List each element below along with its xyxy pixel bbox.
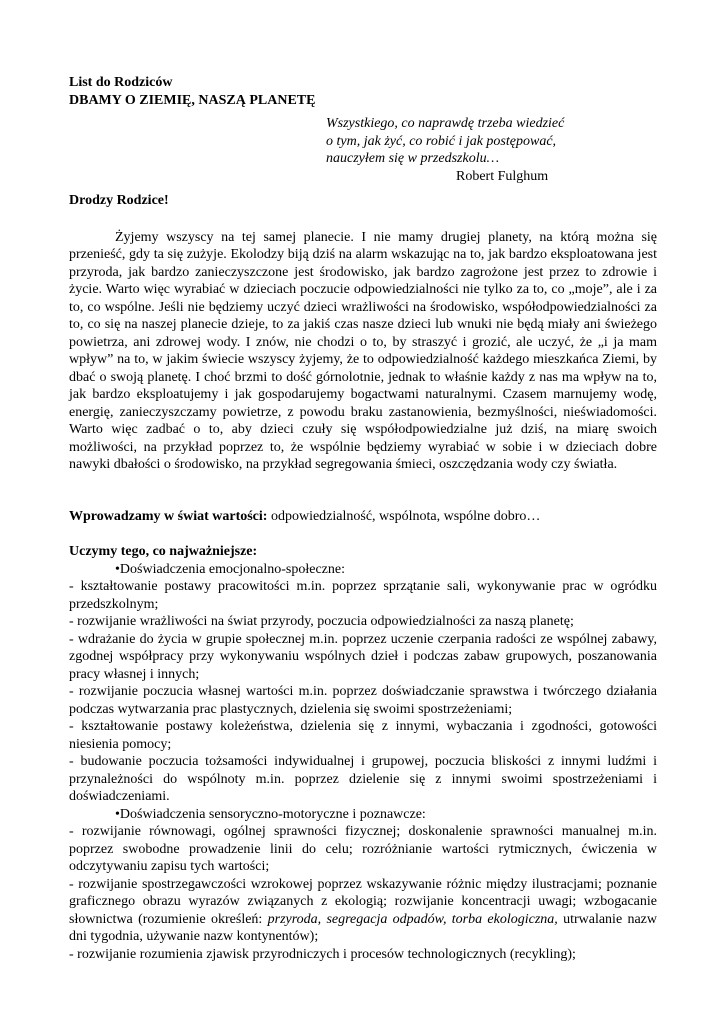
list-item: - kształtowanie postawy koleżeństwa, dzielenia się z innymi, wybaczania i zgodności, gotowości niesienia pomocy; [69,719,657,752]
teaching-section [69,543,657,963]
motto-line-1: Wszystkiego, co naprawdę trzeba wiedzieć [326,116,565,131]
list-item: - budowanie poczucia tożsamości indywidualnej i grupowej, poczucia bliskości z innymi ludźmi i przynależności do wspólnoty m.in. poprzez dzielenie się z innymi swoimi spostrzeżeniami i doświadczeniami. [69,754,657,804]
item-text-start: - rozwijanie spostrzegawczości wzrokowej poprzez wskazywanie różnic między ilustracjami; poznanie graficznego obrazu wyrazów związanych z ekologią; rozwijanie koncentracji uwagi; wzbogacanie słownictwa (rozumienie określeń: [69,876,657,927]
motto-quote [326,115,657,185]
title-line-1: List do Rodziców [69,75,173,90]
letter-title [69,74,657,109]
motto-line-2: o tym, jak żyć, co robić i jak postępować, [326,133,557,149]
title-line-2: DBAMY O ZIEMIĘ, NASZĄ PLANETĘ [69,92,316,108]
list-item: - rozwijanie wrażliwości na świat przyrody, poczucia odpowiedzialności za naszą planetę; [69,614,574,629]
item-text-italic: przyroda, segregacja odpadów, torba ekologiczna, [267,911,558,927]
list-item: - rozwijanie równowagi, ogólnej sprawności fizycznej; doskonalenie sprawności manualnej m.in. poprzez swobodne prowadzenie linii do celu; rozróżnianie wartości rytmicznych, ćwiczenia w odczytywaniu zapisu tych wartości; [69,824,657,874]
list-item: - kształtowanie postawy pracowitości m.in. poprzez sprzątanie sali, wykonywanie prac w ogródku przedszkolnym; [69,579,657,612]
values-label: Wprowadzamy w świat wartości: [69,508,268,524]
motto-author: Robert Fulghum [456,168,549,184]
section-2-title: •Doświadczenia sensoryczno-motoryczne i poznawcze: [115,806,426,822]
list-item: - rozwijanie poczucia własnej wartości m.in. poprzez doświadczanie sprawstwa i twórczego działania podczas wytwarzania prac plastycznych, dzielenia się swoimi spostrzeżeniami; [69,684,657,717]
teaching-heading: Uczymy tego, co najważniejsze: [69,544,258,559]
values-text: odpowiedzialność, wspólnota, wspólne dobro… [267,508,541,524]
list-item: - wdrażanie do życia w grupie społecznej m.in. poprzez uczenie czerpania radości ze wspólnej zabawy, zgodnej współpracy przy wykonywaniu wspólnych dzieł i podczas zabaw grupowych, poszanowania pracy własnej i innych; [69,631,657,682]
motto-line-3: nauczyłem się w przedszkolu… [326,151,500,166]
item-text-end: utrwalanie nazw dni tygodnia, używanie nazw kontynentów); [69,911,658,944]
letter-page [69,74,657,963]
greeting: Drodzy Rodzice! [69,193,169,208]
list-item: - rozwijanie rozumienia zjawisk przyrodniczych i procesów technologicznych (recykling); [69,946,576,962]
section-1-title: •Doświadczenia emocjonalno-społeczne: [115,561,345,577]
list-item [69,876,657,946]
values-line [69,508,657,526]
body-paragraph: Żyjemy wszyscy na tej samej planecie. I nie mamy drugiej planety, na którą można się przenieść, gdy ta się zużyje. Ekolodzy biją dziś na alarm wskazując na to, jak bardzo eksploatowana jest przyroda, jak bardzo zanieczyszczone jest środowisko, jak bardzo zagrożone jest przez to zdrowie i życie. Warto więc wyrabiać w dzieciach poczucie odpowiedzialności nie tylko za to, co „moje”, ale i za to, co wspólne. Jeśli nie będziemy uczyć dzieci wrażliwości na środowisko, współodpowiedzialności za to, co się na naszej planecie dzieje, to za jakiś czas nasze dzieci lub wnuki nie będą miały ani świeżego powietrza, ani zdrowej wody. I znów, nie chodzi o to, by straszyć i grozić, ale uczyć, że „i ja mam wpływ” na to, w jakim świecie wszyscy żyjemy, że to odpowiedzialność każdego mieszkańca Ziemi, by dbać o swoją planetę. I choć brzmi to dość górnolotnie, jednak to właśnie każdy z nas ma wpływ na to, jak bardzo eksploatujemy i jak gospodarujemy bogactwami naturalnymi. Czasem marnujemy wodę, energię, zanieczyszczamy powietrze, z powodu braku zastanowienia, bezmyślności, nieświadomości. Warto więc zadbać o to, aby dzieci czuły się współodpowiedzialne już dziś, na miarę swoich możliwości, na przykład poprzez to, że wspólnie będziemy wyrabiać w sobie i w dzieciach dobre nawyki dbałości o środowisko, na przykład segregowania śmieci, oszczędzania wody czy światła. [69,229,657,472]
